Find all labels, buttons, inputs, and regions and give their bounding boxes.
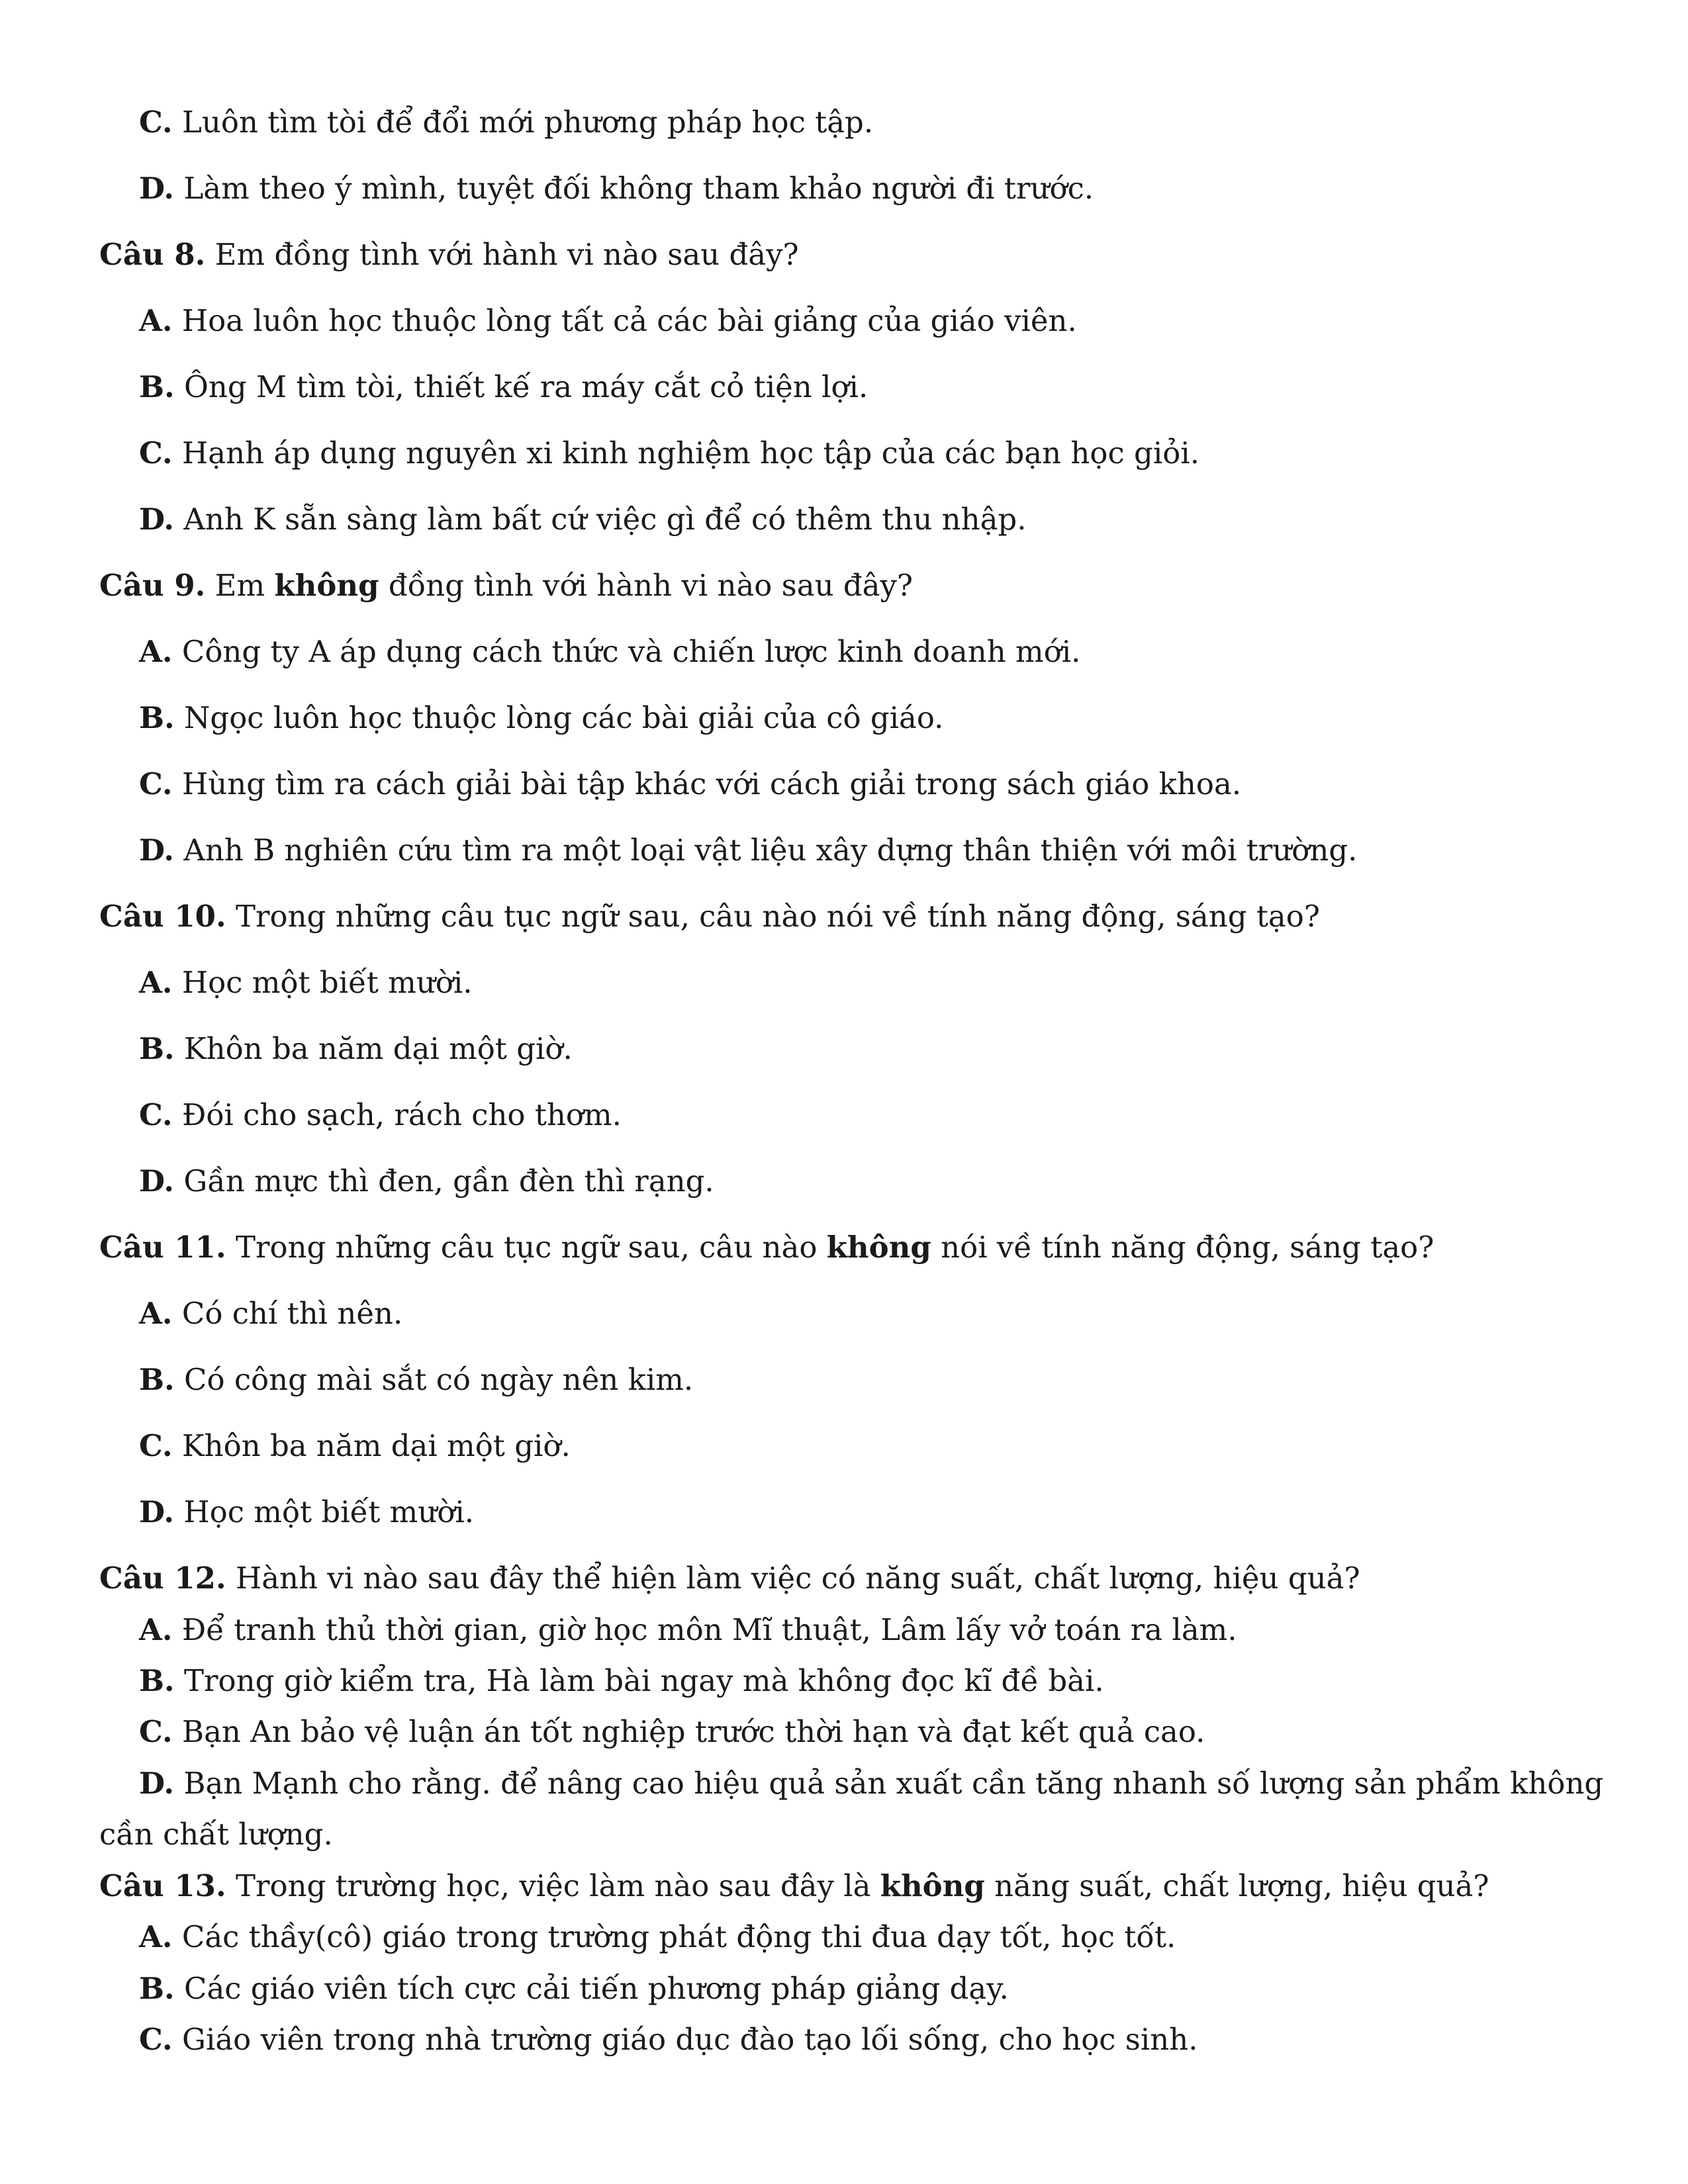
question-text-post: đồng tình với hành vi nào sau đây? xyxy=(379,568,914,603)
option-label: C. xyxy=(139,105,173,140)
option-text: Có chí thì nên. xyxy=(172,1296,403,1331)
option-label: B. xyxy=(139,369,175,404)
q8-option-c xyxy=(0,433,1688,473)
q8-option-a xyxy=(0,301,1688,341)
q11-option-a xyxy=(0,1294,1688,1334)
q12-option-d-continuation xyxy=(0,1815,1688,1854)
option-text: Bạn An bảo vệ luận án tốt nghiệp trước thời hạn và đạt kết quả cao. xyxy=(172,1714,1205,1749)
question-label: Câu 11. xyxy=(99,1230,226,1265)
q10-option-b xyxy=(0,1029,1688,1069)
option-label: C. xyxy=(139,1428,173,1463)
q11-option-c xyxy=(0,1426,1688,1466)
option-label: D. xyxy=(139,502,175,537)
q8-option-d xyxy=(0,500,1688,539)
q9-option-c xyxy=(0,764,1688,804)
option-label: D. xyxy=(139,1494,175,1529)
question-text-post: năng suất, chất lượng, hiệu quả? xyxy=(984,1868,1489,1903)
q7-option-c xyxy=(0,103,1688,142)
option-label: D. xyxy=(139,1766,175,1801)
option-text: Hùng tìm ra cách giải bài tập khác với cách giải trong sách giáo khoa. xyxy=(172,766,1242,801)
q10-option-a xyxy=(0,963,1688,1003)
q12-option-c xyxy=(0,1712,1688,1752)
option-text: Hoa luôn học thuộc lòng tất cả các bài giảng của giáo viên. xyxy=(172,303,1077,338)
option-label: A. xyxy=(139,634,173,669)
option-label: B. xyxy=(139,1971,175,2006)
question-label: Câu 9. xyxy=(99,568,206,603)
option-text: Giáo viên trong nhà trường giáo dục đào tạo lối sống, cho học sinh. xyxy=(172,2022,1198,2057)
question-emphasis: không xyxy=(880,1868,985,1903)
option-label: B. xyxy=(139,700,175,735)
option-text: Các giáo viên tích cực cải tiến phương pháp giảng dạy. xyxy=(174,1971,1009,2006)
q12-option-a xyxy=(0,1610,1688,1650)
question-label: Câu 12. xyxy=(99,1561,226,1596)
q8-option-b xyxy=(0,367,1688,407)
option-text: Luôn tìm tòi để đổi mới phương pháp học tập. xyxy=(172,105,874,140)
question-text: Em đồng tình với hành vi nào sau đây? xyxy=(205,237,799,272)
question-emphasis: không xyxy=(274,568,379,603)
question-8 xyxy=(0,235,1688,275)
option-label: D. xyxy=(139,171,175,206)
option-text: Học một biết mười. xyxy=(174,1494,475,1529)
question-12 xyxy=(0,1559,1688,1598)
question-11 xyxy=(0,1228,1688,1267)
q9-option-d xyxy=(0,831,1688,870)
option-label: A. xyxy=(139,303,173,338)
question-text: Hành vi nào sau đây thể hiện làm việc có năng suất, chất lượng, hiệu quả? xyxy=(226,1561,1360,1596)
question-text: Trong những câu tục ngữ sau, câu nào nói về tính năng động, sáng tạo? xyxy=(226,899,1320,934)
question-label: Câu 10. xyxy=(99,899,226,934)
option-label: A. xyxy=(139,1296,173,1331)
option-text: Hạnh áp dụng nguyên xi kinh nghiệm học tập của các bạn học giỏi. xyxy=(172,435,1199,471)
q12-option-d xyxy=(0,1764,1688,1803)
q13-option-a xyxy=(0,1917,1688,1957)
option-text: Các thầy(cô) giáo trong trường phát động thi đua dạy tốt, học tốt. xyxy=(172,1919,1176,1954)
question-label: Câu 8. xyxy=(99,237,206,272)
option-text: Ông M tìm tòi, thiết kế ra máy cắt cỏ tiện lợi. xyxy=(174,369,868,404)
option-label: B. xyxy=(139,1362,175,1397)
option-label: B. xyxy=(139,1031,175,1066)
option-text-continuation: cần chất lượng. xyxy=(99,1817,333,1852)
option-label: C. xyxy=(139,435,173,471)
q11-option-d xyxy=(0,1492,1688,1532)
q13-option-c xyxy=(0,2020,1688,2060)
option-label: B. xyxy=(139,1663,175,1698)
option-text: Gần mực thì đen, gần đèn thì rạng. xyxy=(174,1163,714,1199)
q11-option-b xyxy=(0,1360,1688,1400)
q7-option-d xyxy=(0,169,1688,208)
q10-option-c xyxy=(0,1095,1688,1135)
question-emphasis: không xyxy=(826,1230,931,1265)
question-label: Câu 13. xyxy=(99,1868,226,1903)
option-label: C. xyxy=(139,766,173,801)
option-text: Anh K sẵn sàng làm bất cứ việc gì để có thêm thu nhập. xyxy=(174,502,1027,537)
option-label: C. xyxy=(139,2022,173,2057)
option-label: A. xyxy=(139,1612,173,1647)
option-text: Để tranh thủ thời gian, giờ học môn Mĩ thuật, Lâm lấy vở toán ra làm. xyxy=(172,1612,1237,1647)
option-text: Khôn ba năm dại một giờ. xyxy=(174,1031,573,1066)
q10-option-d xyxy=(0,1161,1688,1201)
q9-option-a xyxy=(0,632,1688,672)
option-text: Anh B nghiên cứu tìm ra một loại vật liệu xây dựng thân thiện với môi trường. xyxy=(174,833,1358,868)
q12-option-b xyxy=(0,1661,1688,1701)
question-10 xyxy=(0,897,1688,936)
q13-option-b xyxy=(0,1969,1688,2009)
option-text: Làm theo ý mình, tuyệt đối không tham khảo người đi trước. xyxy=(174,171,1094,206)
question-text-post: nói về tính năng động, sáng tạo? xyxy=(931,1230,1434,1265)
option-text: Ngọc luôn học thuộc lòng các bài giải của cô giáo. xyxy=(174,700,944,735)
q9-option-b xyxy=(0,698,1688,738)
question-text-pre: Em xyxy=(205,568,275,603)
option-label: A. xyxy=(139,1919,173,1954)
question-text-pre: Trong trường học, việc làm nào sau đây là xyxy=(226,1868,880,1903)
option-text: Bạn Mạnh cho rằng. để nâng cao hiệu quả sản xuất cần tăng nhanh số lượng sản phẩm không xyxy=(174,1766,1604,1801)
option-text: Học một biết mười. xyxy=(172,965,473,1000)
option-text: Đói cho sạch, rách cho thơm. xyxy=(172,1097,622,1132)
option-text: Công ty A áp dụng cách thức và chiến lược kinh doanh mới. xyxy=(172,634,1081,669)
option-label: C. xyxy=(139,1714,173,1749)
option-text: Trong giờ kiểm tra, Hà làm bài ngay mà không đọc kĩ đề bài. xyxy=(174,1663,1104,1698)
option-label: D. xyxy=(139,1163,175,1199)
option-label: D. xyxy=(139,833,175,868)
option-text: Khôn ba năm dại một giờ. xyxy=(172,1428,571,1463)
option-label: C. xyxy=(139,1097,173,1132)
question-text-pre: Trong những câu tục ngữ sau, câu nào xyxy=(226,1230,827,1265)
option-label: A. xyxy=(139,965,173,1000)
question-13 xyxy=(0,1866,1688,1906)
question-9 xyxy=(0,566,1688,606)
option-text: Có công mài sắt có ngày nên kim. xyxy=(174,1362,694,1397)
